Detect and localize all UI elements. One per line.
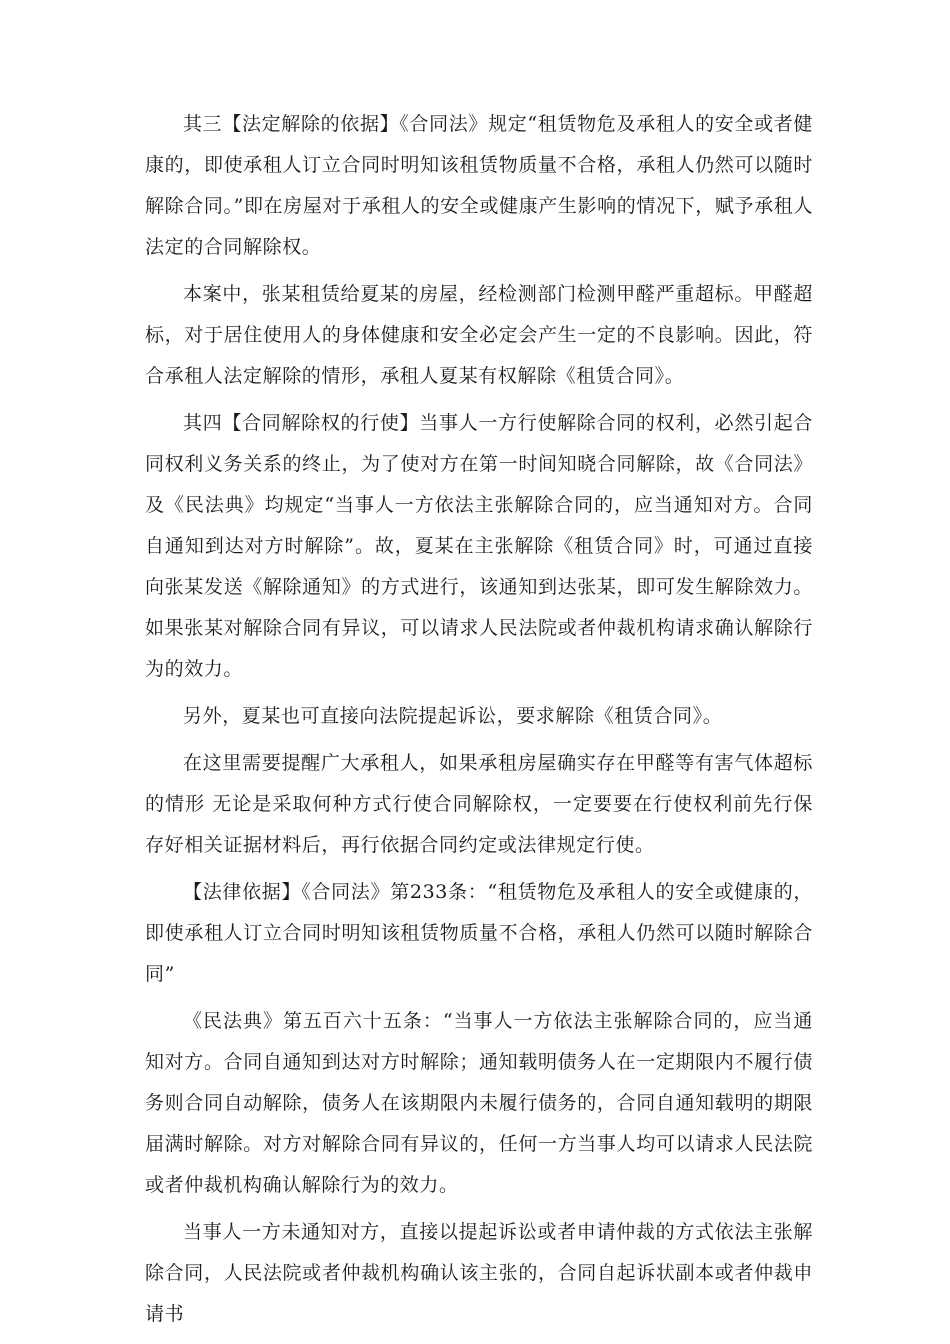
paragraph-no-notice-termination: 当事人一方未通知对方，直接以提起诉讼或者申请仲裁的方式依法主张解除合同，人民法院或者仲裁机构确认该主张的，合同自起诉状副本或者仲裁申请书: [145, 1221, 813, 1325]
paragraph-statutory-termination-basis: 其三【法定解除的依据】《合同法》规定“租赁物危及承租人的安全或者健康的，即使承租人订立合同时明知该租赁物质量不合格，承租人仍然可以随时解除合同。”即在房屋对于承租人的安全或健康产生影响的情况下，赋予承租人法定的合同解除权。: [145, 113, 813, 258]
paragraph-case-analysis: 本案中，张某租赁给夏某的房屋，经检测部门检测甲醛严重超标。甲醛超标，对于居住使用人的身体健康和安全必定会产生一定的不良影响。因此，符合承租人法定解除的情形，承租人夏某有权解除《租赁合同》。: [145, 283, 813, 387]
paragraph-litigation-option: 另外，夏某也可直接向法院提起诉讼，要求解除《租赁合同》。: [183, 705, 723, 727]
paragraph-tenant-reminder: 在这里需要提醒广大承租人，如果承租房屋确实存在甲醛等有害气体超标的情形 无论是采取何种方式行使合同解除权，一定要要在行使权利前先行保存好相关证据材料后，再行依据合同约定或法律规定行使。: [145, 752, 813, 856]
document-page: [145, 104, 813, 1341]
paragraph-civil-code-article-565: 《民法典》第五百六十五条：“当事人一方依法主张解除合同的，应当通知对方。合同自通知到达对方时解除；通知载明债务人在一定期限内不履行债务则合同自动解除，债务人在该期限内未履行债务的，合同自通知载明的期限届满时解除。对方对解除合同有异议的，任何一方当事人均可以请求人民法院或者仲裁机构确认解除行为的效力。: [145, 1010, 813, 1196]
paragraph-legal-basis-contract-law: 【法律依据】《合同法》第233条：“租赁物危及承租人的安全或健康的，即使承租人订立合同时明知该租赁物质量不合格，承租人仍然可以随时解除合同”: [145, 881, 813, 985]
paragraph-exercise-of-termination-right: 其四【合同解除权的行使】当事人一方行使解除合同的权利，必然引起合同权利义务关系的终止，为了使对方在第一时间知晓合同解除，故《合同法》及《民法典》均规定“当事人一方依法主张解除合同的，应当通知对方。合同自通知到达对方时解除”。故，夏某在主张解除《租赁合同》时，可通过直接向张某发送《解除通知》的方式进行，该通知到达张某，即可发生解除效力。如果张某对解除合同有异议，可以请求人民法院或者仲裁机构请求确认解除行为的效力。: [145, 412, 813, 680]
